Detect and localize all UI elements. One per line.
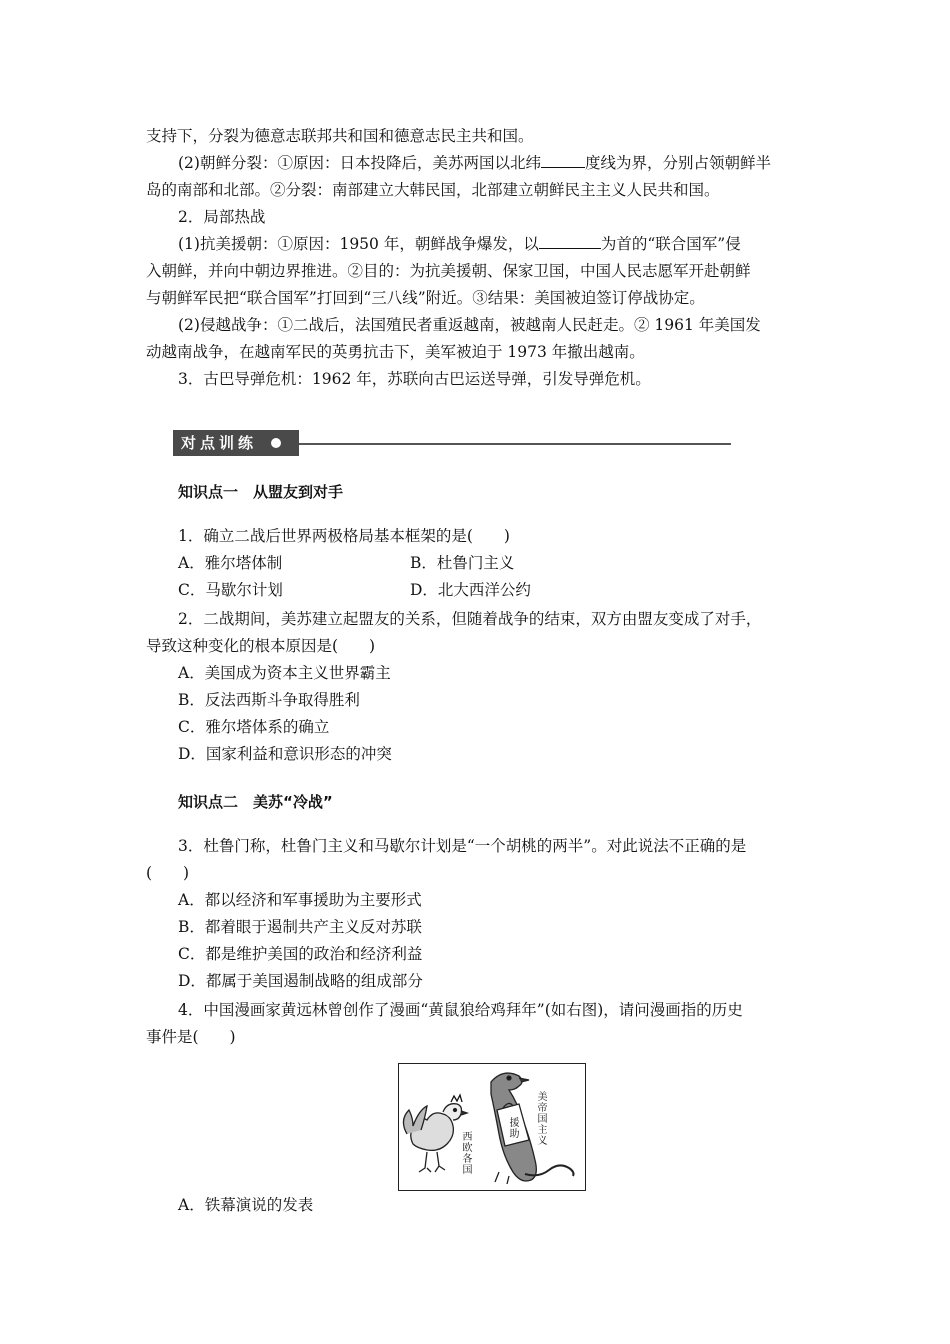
rooster-label: 西欧各国 (462, 1132, 473, 1176)
text-line: 入朝鲜，并向中朝边界推进。②目的：为抗美援朝、保家卫国，中国人民志愿军开赴朝鲜 (146, 262, 751, 280)
answer-blank-latitude[interactable] (541, 153, 585, 168)
section-heading: 知识点一 从盟友到对手 (178, 483, 344, 501)
banner-dot-icon (271, 438, 281, 448)
cartoon-drawing (399, 1064, 585, 1190)
text-line-korea-division: (2)朝鲜分裂：①原因：日本投降后，美苏两国以北纬 度线为界，分别占领朝鲜半 (178, 154, 771, 172)
option-a[interactable]: A．雅尔塔体制 (178, 554, 283, 572)
option-d[interactable]: D．国家利益和意识形态的冲突 (178, 745, 392, 763)
option-b[interactable]: B．反法西斯斗争取得胜利 (178, 691, 360, 709)
section-heading: 知识点二 美苏“冷战” (178, 793, 333, 811)
question-stem: 3．杜鲁门称，杜鲁门主义和马歇尔计划是“一个胡桃的两半”。对此说法不正确的是 (178, 837, 747, 855)
option-c[interactable]: C．马歇尔计划 (178, 581, 283, 599)
option-c[interactable]: C．都是维护美国的政治和经济利益 (178, 945, 423, 963)
text-line: 2．局部热战 (178, 208, 266, 226)
text-line: (2)侵越战争：①二战后，法国殖民者重返越南，被越南人民赶走。② 1961 年美国发 (178, 316, 761, 334)
text-line: 动越南战争，在越南军民的英勇抗击下，美军被迫于 1973 年撤出越南。 (146, 343, 645, 361)
option-c[interactable]: C．雅尔塔体系的确立 (178, 718, 330, 736)
option-d[interactable]: D．都属于美国遏制战略的组成部分 (178, 972, 423, 990)
option-b[interactable]: B．杜鲁门主义 (410, 554, 515, 572)
option-b[interactable]: B．都着眼于遏制共产主义反对苏联 (178, 918, 422, 936)
question-stem: 2．二战期间，美苏建立起盟友的关系，但随着战争的结束，双方由盟友变成了对手， (178, 610, 762, 628)
cartoon-figure (398, 1063, 586, 1191)
weasel-label: 美帝国主义 (537, 1092, 548, 1147)
aid-bag-label: 援助 (509, 1118, 520, 1140)
question-stem: ( ) (146, 864, 190, 882)
text-line: 3．古巴导弹危机：1962 年，苏联向古巴运送导弹，引发导弹危机。 (178, 370, 651, 388)
question-stem: 导致这种变化的根本原因是( ) (146, 637, 376, 655)
answer-blank-country[interactable] (539, 234, 601, 249)
banner-title: 对点训练 (173, 430, 299, 456)
text-line: 与朝鲜军民把“联合国军”打回到“三八线”附近。③结果：美国被迫签订停战协定。 (146, 289, 705, 307)
option-a[interactable]: A．美国成为资本主义世界霸主 (178, 664, 391, 682)
question-stem: 事件是( ) (146, 1028, 236, 1046)
rooster-drawing (403, 1095, 467, 1172)
question-stem: 4．中国漫画家黄远林曾创作了漫画“黄鼠狼给鸡拜年”(如右图)，请问漫画指的历史 (178, 1001, 743, 1019)
text-line: 支持下，分裂为德意志联邦共和国和德意志民主共和国。 (146, 127, 534, 145)
option-a[interactable]: A．铁幕演说的发表 (178, 1196, 314, 1214)
question-stem: 1．确立二战后世界两极格局基本框架的是( ) (178, 527, 510, 545)
banner-rule (299, 443, 731, 445)
text-line-korean-war: (1)抗美援朝：①原因：1950 年，朝鲜战争爆发，以 为首的“联合国军”侵 (178, 235, 741, 253)
option-d[interactable]: D．北大西洋公约 (410, 581, 531, 599)
text-line: 岛的南部和北部。②分裂：南部建立大韩民国，北部建立朝鲜民主主义人民共和国。 (146, 181, 720, 199)
option-a[interactable]: A．都以经济和军事援助为主要形式 (178, 891, 422, 909)
